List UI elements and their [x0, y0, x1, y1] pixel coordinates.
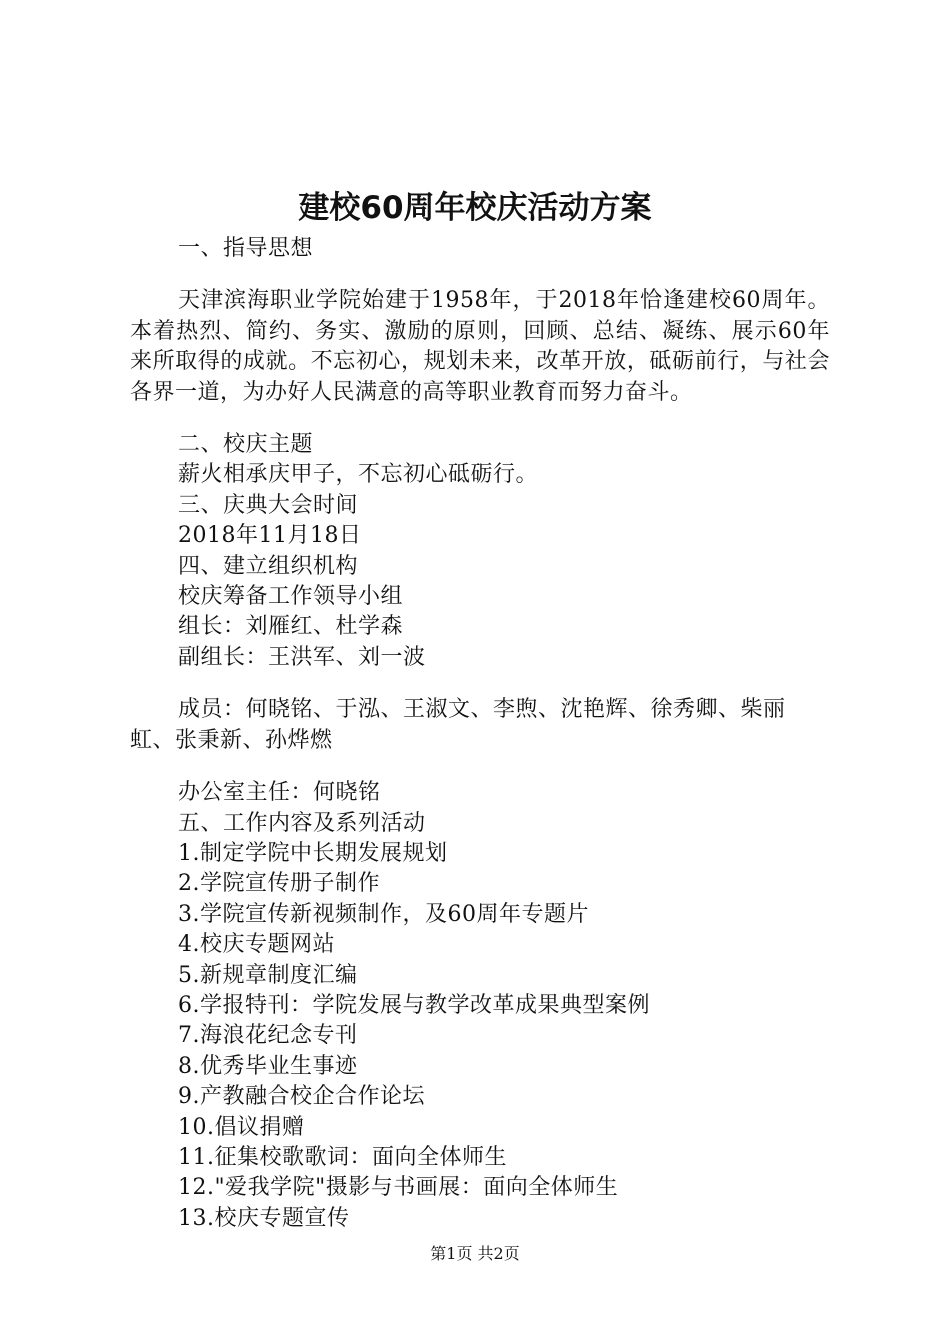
activity-item: 2.学院宣传册子制作	[178, 871, 380, 897]
section-heading-activities: 五、工作内容及系列活动	[178, 810, 426, 836]
document-title: 建校60周年校庆活动方案	[298, 190, 652, 226]
activity-item: 6.学报特刊：学院发展与教学改革成果典型案例	[178, 992, 650, 1018]
activity-item: 9.产教融合校企合作论坛	[178, 1084, 425, 1110]
activity-item: 8.优秀毕业生事迹	[178, 1053, 358, 1079]
section-body-guiding-thought: 天津滨海职业学院始建于1958年，于2018年恰逢建校60周年。本着热烈、简约、务实、激励的原则，回顾、总结、凝练、展示60年来所取得的成就。不忘初心，规划未来，改革开放，砥砺前行，与社会各界一道，为办好人民满意的高等职业教育而努力奋斗。	[130, 288, 830, 405]
section-heading-organization: 四、建立组织机构	[178, 553, 359, 579]
section-heading-theme: 二、校庆主题	[178, 432, 314, 458]
activity-item: 12."爱我学院"摄影与书画展：面向全体师生	[178, 1175, 619, 1201]
section-heading-guiding-thought: 一、指导思想	[178, 236, 314, 261]
activity-list	[130, 839, 830, 1234]
section-heading-ceremony-time: 三、庆典大会时间	[178, 492, 359, 518]
activity-item: 10.倡议捐赠	[178, 1114, 305, 1140]
organization-members: 成员：何晓铭、于泓、王淑文、李煦、沈艳辉、徐秀卿、柴丽虹、张秉新、孙烨燃	[130, 697, 786, 753]
organization-office: 办公室主任：何晓铭	[178, 780, 381, 806]
section-body-theme: 薪火相承庆甲子，不忘初心砥砺行。	[178, 462, 539, 488]
activity-item: 3.学院宣传新视频制作，及60周年专题片	[178, 901, 589, 927]
activity-item: 7.海浪花纪念专刊	[178, 1023, 358, 1049]
section-body-ceremony-time: 2018年11月18日	[178, 523, 362, 549]
activity-item: 13.校庆专题宣传	[178, 1205, 350, 1231]
document-body	[130, 234, 830, 1234]
organization-leader: 组长：刘雁红、杜学森	[178, 614, 404, 640]
activity-item: 1.制定学院中长期发展规划	[178, 840, 448, 866]
organization-group: 校庆筹备工作领导小组	[178, 584, 404, 610]
activity-item: 4.校庆专题网站	[178, 932, 335, 958]
activity-item: 5.新规章制度汇编	[178, 962, 358, 988]
page-footer: 第1页 共2页	[430, 1244, 520, 1263]
organization-deputy: 副组长：王洪军、刘一波	[178, 644, 426, 670]
activity-item: 11.征集校歌歌词：面向全体师生	[178, 1144, 507, 1170]
